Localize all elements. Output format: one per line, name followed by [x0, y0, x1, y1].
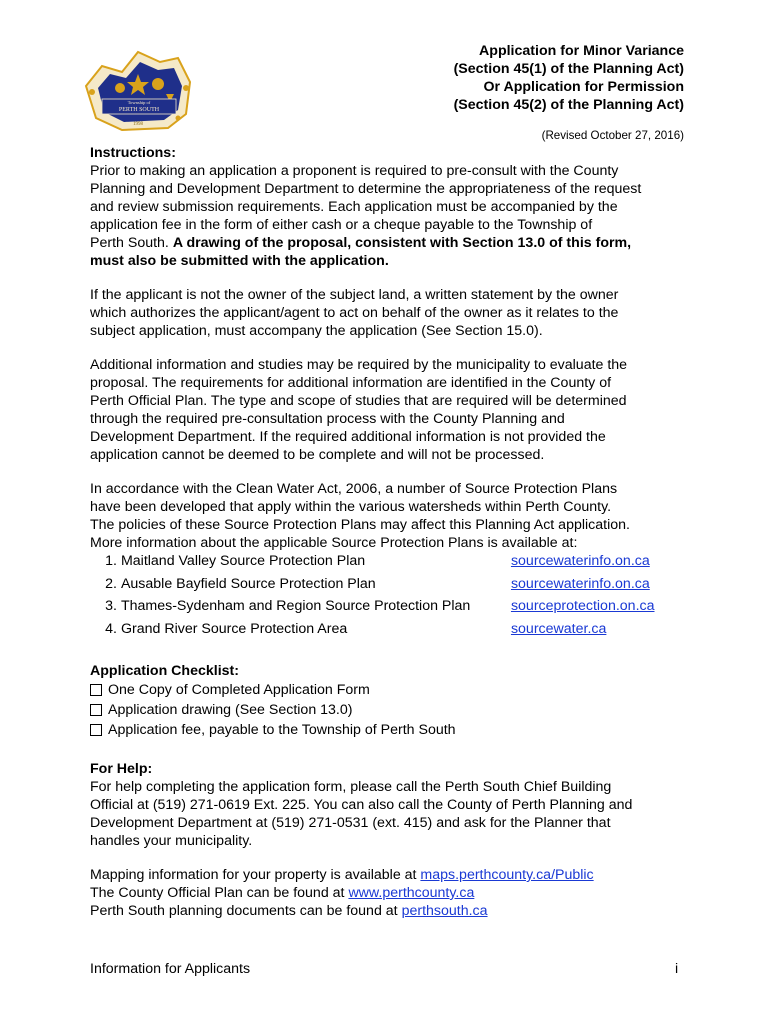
revised-date: (Revised October 27, 2016): [541, 129, 684, 142]
text-line: For help completing the application form, please call the Perth South Chief Building: [90, 779, 612, 795]
text-line: The policies of these Source Protection Plans may affect this Planning Act application.: [90, 517, 630, 533]
text-line: which authorizes the applicant/agent to act on behalf of the owner as it relates to the: [90, 305, 619, 321]
text-line: In accordance with the Clean Water Act, 2006, a number of Source Protection Plans: [90, 481, 618, 497]
text-line: have been developed that apply within the various watersheds within Perth County.: [90, 499, 612, 515]
perth-south-link[interactable]: perthsouth.ca: [401, 903, 488, 919]
checkbox[interactable]: [90, 684, 102, 696]
source-plan-list: [90, 552, 690, 642]
text-line: application fee in the form of either cash or a cheque payable to the Township of: [90, 217, 593, 233]
mapping-link[interactable]: maps.perthcounty.ca/Public: [420, 867, 594, 883]
title-line: (Section 45(1) of the Planning Act): [453, 61, 684, 77]
text-line: Official at (519) 271-0619 Ext. 225. You can also call the County of Perth Planning and: [90, 797, 633, 813]
help-paragraph: [90, 778, 690, 850]
text-line: Perth Official Plan. The type and scope of studies that are required will be determined: [90, 393, 627, 409]
list-item: [90, 552, 690, 575]
mapping-text: Mapping information for your property is available at: [90, 867, 421, 883]
list-item: [90, 620, 690, 643]
checklist-label: Application fee, payable to the Township of Perth South: [108, 722, 456, 738]
plan-link[interactable]: sourceprotection.on.ca: [510, 598, 655, 614]
plan-link[interactable]: sourcewaterinfo.on.ca: [510, 553, 650, 569]
instructions-paragraph-3: [90, 356, 690, 464]
checklist-label: Application drawing (See Section 13.0): [108, 702, 353, 718]
checkbox[interactable]: [90, 724, 102, 736]
plan-text: The County Official Plan can be found at: [90, 885, 349, 901]
text-line: Prior to making an application a proponent is required to pre-consult with the County: [90, 163, 619, 179]
plan-name: Grand River Source Protection Area: [120, 620, 348, 637]
list-item: [90, 597, 690, 620]
page-number: i: [675, 961, 679, 977]
instructions-paragraph-1: [90, 162, 690, 270]
list-number: 1.: [105, 553, 117, 569]
text-line: More information about the applicable Source Protection Plans is available at:: [90, 535, 578, 551]
county-link[interactable]: www.perthcounty.ca: [348, 885, 475, 901]
text-line: Additional information and studies may be required by the municipality to evaluate the: [90, 357, 628, 373]
text-line: application cannot be deemed to be complete and will not be processed.: [90, 447, 545, 463]
instructions-heading: Instructions:: [90, 145, 176, 161]
resource-links: [90, 866, 690, 920]
text-line: Development Department. If the required additional information is not provided the: [90, 429, 606, 445]
bold-text: A drawing of the proposal, consistent with Section 13.0 of this form,: [172, 235, 632, 251]
text-line: subject application, must accompany the application (See Section 15.0).: [90, 323, 543, 339]
checklist-heading: Application Checklist:: [90, 663, 239, 679]
checkbox[interactable]: [90, 704, 102, 716]
footer-label: Information for Applicants: [90, 961, 251, 977]
logo-year-text: 1998: [133, 122, 143, 127]
list-number: 2.: [105, 575, 117, 592]
list-number: 3.: [105, 598, 117, 614]
text-line: handles your municipality.: [90, 833, 253, 849]
text-line: Planning and Development Department to determine the appropriateness of the request: [90, 181, 642, 197]
text-line: through the required pre-consultation process with the County Planning and: [90, 411, 565, 427]
title-line: (Section 45(2) of the Planning Act): [453, 97, 684, 113]
instructions-paragraph-4: [90, 480, 690, 552]
text-line: Perth South.: [90, 235, 173, 251]
document-title: [454, 42, 684, 114]
bold-text: must also be submitted with the application.: [90, 253, 389, 269]
help-heading: For Help:: [90, 761, 153, 777]
plan-name: Ausable Bayfield Source Protection Plan: [120, 575, 376, 592]
text-line: Development Department at (519) 271-0531 (ext. 415) and ask for the Planner that: [90, 815, 611, 831]
checklist-label: One Copy of Completed Application Form: [108, 682, 370, 698]
title-line: Application for Minor Variance: [479, 43, 684, 59]
title-line: Or Application for Permission: [483, 79, 684, 95]
list-item: [90, 575, 690, 598]
perth-south-logo: [82, 44, 194, 132]
text-line: and review submission requirements. Each application must be accompanied by the: [90, 199, 618, 215]
list-number: 4.: [105, 620, 117, 637]
plan-link[interactable]: sourcewaterinfo.on.ca: [510, 575, 650, 592]
instructions-paragraph-2: [90, 286, 690, 340]
text-line: If the applicant is not the owner of the subject land, a written statement by the owner: [90, 287, 619, 303]
plan-name: Maitland Valley Source Protection Plan: [120, 553, 366, 569]
checklist-item: [90, 700, 690, 720]
checklist-item: [90, 720, 690, 740]
logo-township-text: Township of: [127, 100, 151, 105]
document-body: [90, 144, 690, 920]
text-line: proposal. The requirements for additional information are identified in the County of: [90, 375, 612, 391]
docs-text: Perth South planning documents can be found at: [90, 903, 402, 919]
logo-name-text: PERTH SOUTH: [118, 107, 160, 113]
plan-link[interactable]: sourcewater.ca: [510, 620, 607, 637]
plan-name: Thames-Sydenham and Region Source Protection Plan: [120, 598, 471, 614]
checklist-item: [90, 680, 690, 700]
